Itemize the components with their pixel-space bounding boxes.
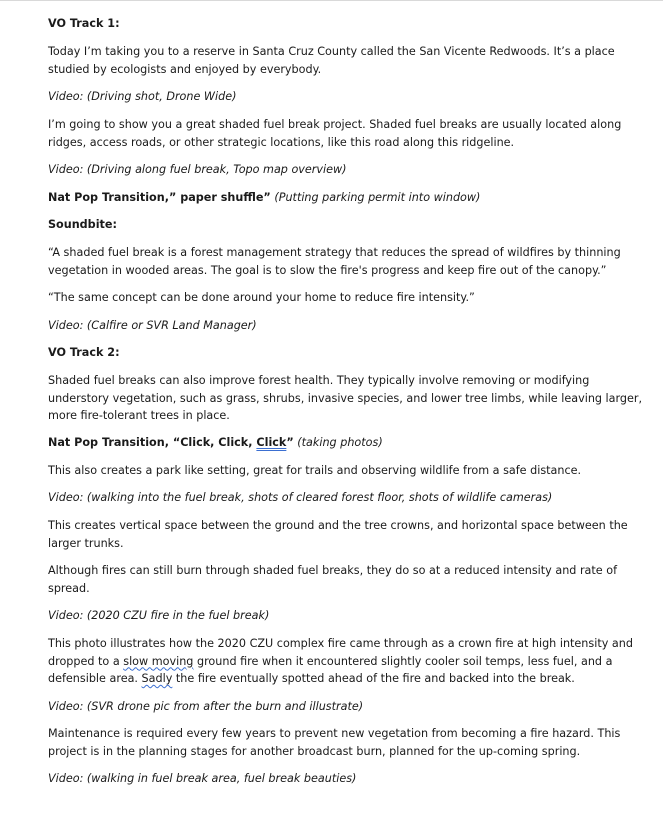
video-note-5[interactable]: Video: (2020 CZU fire in the fuel break) [48,609,270,622]
paragraph-fuel-break-location[interactable]: I’m going to show you a great shaded fuel break project. Shaded fuel breaks are usually located along ridges, access roads, or other strategic locations, like this road along this ridgeline. [48,118,622,149]
text-run: the fire eventually spotted ahead of the fire and backed into the break. [172,672,575,685]
vo-track-2-heading[interactable]: VO Track 2: [48,346,120,359]
paragraph-park-setting[interactable]: This also creates a park like setting, great for trails and observing wildlife from a safe distance. [48,464,582,477]
transition-label: Nat Pop Transition, “Click, Click, [48,436,257,449]
text-run: ground fire when it encountered slightly cooler soil temps, less fuel, and a defensible area. [48,654,613,685]
paragraph-forest-health[interactable]: Shaded fuel breaks can also improve forest health. They typically involve removing or modifying understory vegetation, such as grass, shrubs, invasive species, and lower tree limbs, while leaving larger, more fire-tolerant trees in place. [48,374,643,422]
transition-note: (Putting parking permit into window) [270,191,481,204]
paragraph-czu-fire[interactable] [48,635,648,688]
video-note-6[interactable]: Video: (SVR drone pic from after the burn and illustrate) [48,700,364,713]
nat-pop-transition-2[interactable] [48,434,383,452]
nat-pop-transition-1[interactable] [48,189,480,207]
quote-definition[interactable]: “A shaded fuel break is a forest management strategy that reduces the spread of wildfires by thinning vegetation in wooded areas. The goal is to slow the fire's progress and keep fire out of the canopy.” [48,246,621,277]
quote-home[interactable]: “The same concept can be done around your home to reduce fire intensity.” [48,291,475,304]
paragraph-intro[interactable]: Today I’m taking you to a reserve in Santa Cruz County called the San Vicente Redwoods. It’s a place studied by ecologists and enjoyed by everybody. [48,45,615,76]
click-word-flagged: Click [256,436,287,449]
text-run: This photo illustrates how the 2020 CZU complex fire came through as a crown fire at high intensity and dropped to a [48,637,633,668]
video-note-2[interactable]: Video: (Driving along fuel break, Topo map overview) [48,163,347,176]
paragraph-maintenance[interactable]: Maintenance is required every few years to prevent new vegetation from becoming a fire hazard. This project is in the planning stages for another broadcast burn, planned for the up-coming spring. [48,727,621,758]
transition-note: (taking photos) [293,436,383,449]
vo-track-1-heading[interactable]: VO Track 1: [48,17,120,30]
slow-moving-flagged: slow moving [123,654,194,668]
sadly-flagged: Sadly [141,672,173,685]
paragraph-reduced-intensity[interactable]: Although fires can still burn through shaded fuel breaks, they do so at a reduced intensity and rate of spread. [48,564,618,595]
video-note-4[interactable]: Video: (walking into the fuel break, shots of cleared forest floor, shots of wildlife cameras) [48,491,553,504]
soundbite-heading[interactable]: Soundbite: [48,218,117,231]
video-note-3[interactable]: Video: (Calfire or SVR Land Manager) [48,319,257,332]
video-note-7[interactable]: Video: (walking in fuel break area, fuel break beauties) [48,772,357,785]
transition-label: Nat Pop Transition,” paper shuffle” [48,191,271,204]
paragraph-vertical-space[interactable]: This creates vertical space between the ground and the tree crowns, and horizontal space between the larger trunks. [48,519,628,550]
transition-label-end: ” [286,436,294,449]
page-top-border [0,0,663,1]
video-note-1[interactable]: Video: (Driving shot, Drone Wide) [48,90,237,103]
